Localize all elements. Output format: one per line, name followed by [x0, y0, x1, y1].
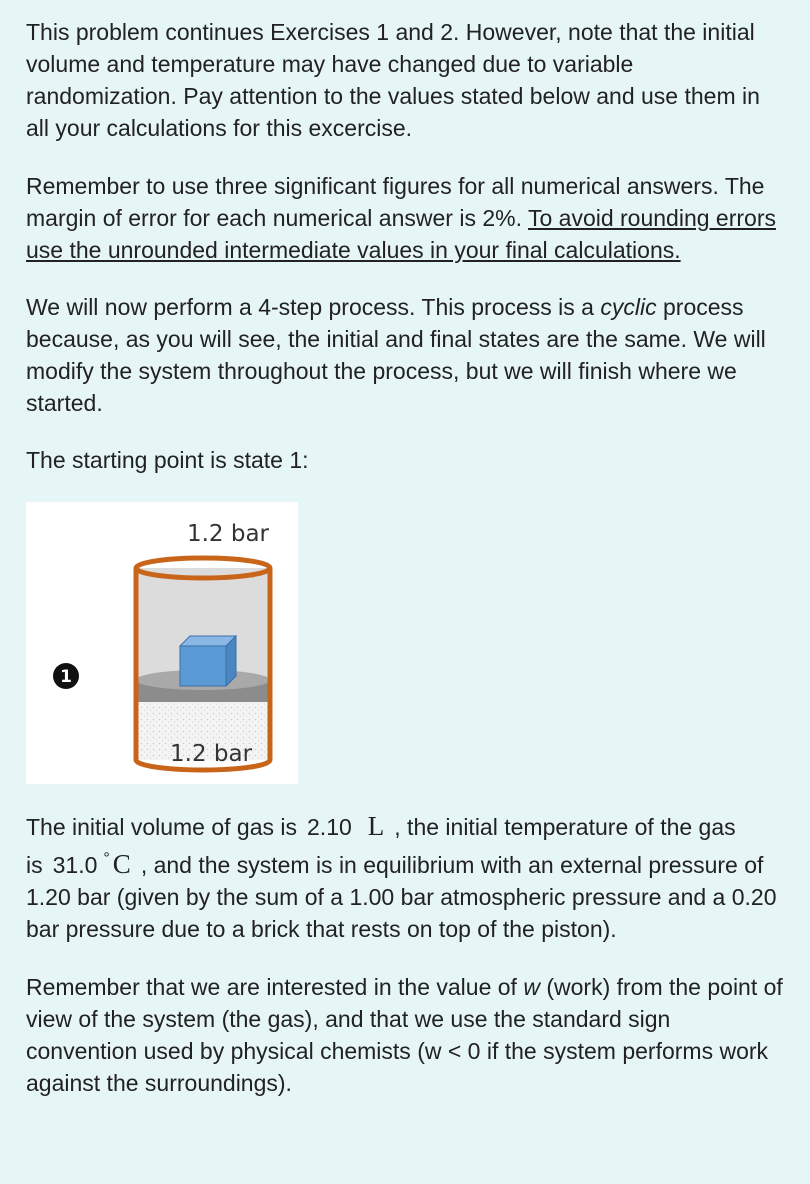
state-number-badge [53, 663, 79, 689]
degree-symbol: ° [103, 850, 110, 867]
sig-figs-paragraph [26, 170, 784, 266]
rounding-note: To avoid rounding errors use the unrounded intermediate values in your final calculations. [26, 205, 776, 263]
starting-point-text: The starting point is state 1: [26, 447, 309, 473]
sig-figs-text: Remember to use three significant figures for all numerical answers. The margin of error for each numerical answer is 2%. [26, 173, 765, 231]
volume-unit: L [367, 811, 385, 841]
cylinder-diagram [26, 502, 298, 784]
brick [180, 636, 236, 686]
work-note-before: Remember that we are interested in the value of [26, 974, 524, 1000]
process-paragraph [26, 291, 784, 419]
temperature-value: 31.0 [52, 852, 98, 878]
intro-paragraph: This problem continues Exercises 1 and 2. However, note that the initial volume and temperature may have changed due to variable randomization. Pay attention to the values stated below and use them in all your calculations for this excercise. [26, 19, 760, 141]
process-text-before: We will now perform a 4-step process. This process is a [26, 294, 601, 320]
cyclic-emphasis: cyclic [600, 294, 657, 320]
gas-pressure-label: 1.2 bar [170, 741, 253, 767]
state-1-figure [26, 502, 298, 784]
work-variable: w [523, 974, 540, 1000]
process-text-after: process because, as you will see, the initial and final states are the same. We will modify the system throughout the process, but we will finish where we started. [26, 294, 766, 416]
external-pressure-label: 1.2 bar [186, 521, 270, 547]
state-number: 1 [60, 667, 72, 687]
volume-value: 2.10 [307, 814, 352, 840]
initial-conditions-paragraph [26, 810, 784, 945]
work-note-after: (work) from the point of view of the system (the gas), and that we use the standard sign convention used by physical chemists (w < 0 if the system performs work against the surroundings). [26, 974, 783, 1096]
temperature-unit: C [112, 849, 131, 879]
work-note-paragraph [26, 971, 784, 1099]
equilibrium-text: , and the system is in equilibrium with an external pressure of 1.20 bar (given by the sum of a 1.00 bar atmospheric pressure and a 0.20 bar pressure due to a brick that rests on top of the piston). [26, 852, 777, 942]
initial-temperature-text: , the initial temperature of the gas is [26, 814, 736, 878]
initial-volume-text: The initial volume of gas is [26, 814, 298, 840]
